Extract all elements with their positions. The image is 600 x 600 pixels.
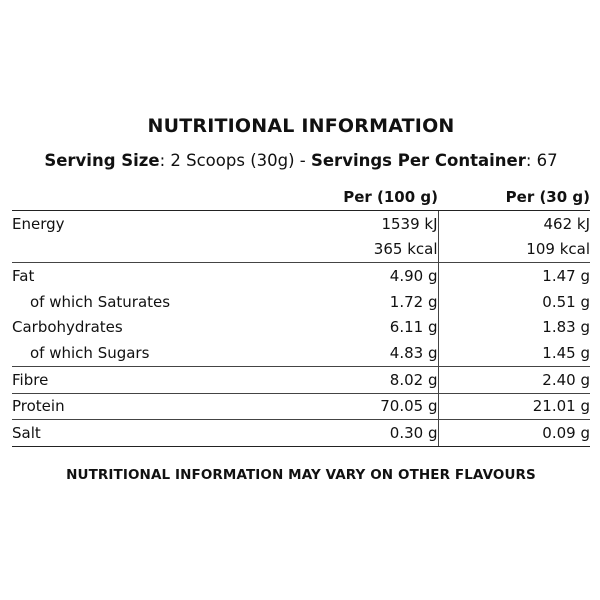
value-per-100g: 4.90 g bbox=[298, 263, 438, 289]
value-per-30g: 1.83 g bbox=[542, 318, 590, 337]
column-header-nutrient bbox=[12, 184, 298, 210]
table-row bbox=[12, 210, 590, 236]
nutrient-label bbox=[12, 236, 298, 262]
nutrient-label: of which Saturates bbox=[30, 292, 171, 311]
nutrient-label: Fibre bbox=[12, 366, 298, 393]
value-per-30g: 109 kcal bbox=[526, 240, 590, 259]
value-per-30g: 0.51 g bbox=[542, 292, 590, 311]
table-row bbox=[12, 314, 590, 340]
table-header-row bbox=[12, 184, 590, 210]
table-row bbox=[12, 420, 590, 447]
nutrient-label: Protein bbox=[12, 393, 298, 420]
nutrient-label: Salt bbox=[12, 420, 298, 447]
table-row bbox=[12, 393, 590, 420]
servings-per-container-value: : 67 bbox=[525, 151, 558, 170]
nutrient-label: of which Sugars bbox=[30, 343, 150, 362]
value-per-30g: 1.47 g bbox=[438, 263, 590, 289]
nutrition-panel bbox=[12, 0, 590, 600]
column-header-per-30g: Per (30 g) bbox=[438, 184, 590, 210]
value-per-30g: 2.40 g bbox=[438, 366, 590, 393]
page-title: NUTRITIONAL INFORMATION bbox=[147, 115, 455, 137]
nutrient-label: Carbohydrates bbox=[12, 318, 123, 337]
table-row bbox=[12, 366, 590, 393]
serving-size-label: Serving Size bbox=[44, 151, 160, 170]
value-per-100g: 1.72 g bbox=[298, 289, 438, 315]
table-row bbox=[12, 263, 590, 289]
value-per-100g: 365 kcal bbox=[298, 236, 438, 262]
value-per-30g: 0.09 g bbox=[438, 420, 590, 447]
nutrient-label: Energy bbox=[12, 214, 65, 233]
value-per-100g: 0.30 g bbox=[298, 420, 438, 447]
value-per-100g: 6.11 g bbox=[298, 314, 438, 340]
nutrition-table bbox=[12, 184, 590, 447]
value-per-100g: 1539 kJ bbox=[298, 210, 438, 236]
value-per-30g: 1.45 g bbox=[542, 343, 590, 362]
value-per-100g: 70.05 g bbox=[298, 393, 438, 420]
value-per-100g: 8.02 g bbox=[298, 366, 438, 393]
servings-per-container-label: Servings Per Container bbox=[310, 151, 526, 170]
value-per-30g: 21.01 g bbox=[438, 393, 590, 420]
serving-info bbox=[12, 151, 590, 170]
value-per-100g: 4.83 g bbox=[298, 340, 438, 366]
table-row bbox=[12, 340, 590, 366]
footer-note: NUTRITIONAL INFORMATION MAY VARY ON OTHER FLAVOURS bbox=[66, 467, 536, 483]
table-row bbox=[12, 289, 590, 315]
column-header-per-100g: Per (100 g) bbox=[298, 184, 438, 210]
value-per-30g: 462 kJ bbox=[543, 214, 590, 233]
nutrient-label: Fat bbox=[12, 263, 298, 289]
table-row bbox=[12, 236, 590, 262]
serving-size-value: : 2 Scoops (30g) - bbox=[159, 151, 311, 170]
